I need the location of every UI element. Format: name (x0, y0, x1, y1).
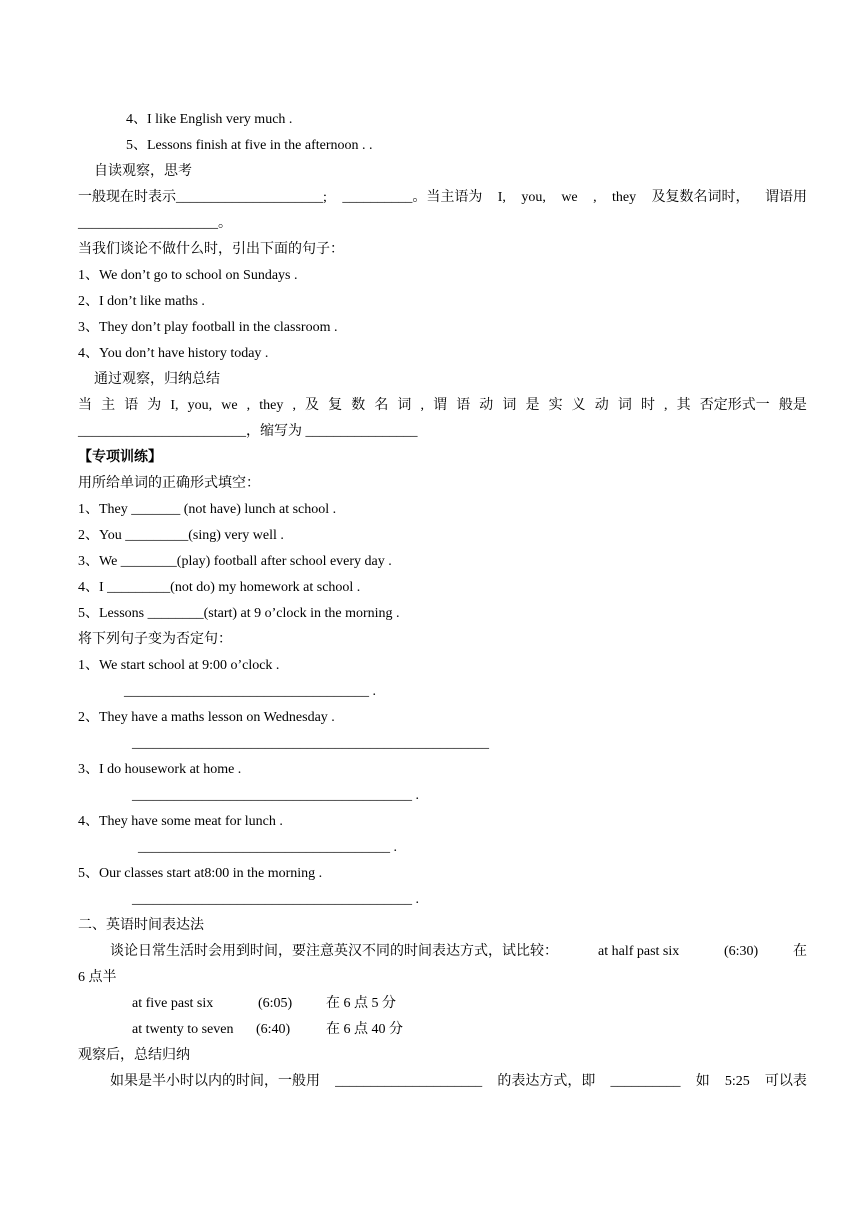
time-example-1-chinese-b: 6 点半 (78, 970, 117, 985)
section-heading-time: 二、英语时间表达法 (78, 918, 204, 933)
negative-item-4: 4、They have some meat for lunch . (78, 814, 283, 829)
time-summary-heading: 观察后，总结归纳 (78, 1048, 190, 1063)
negation-intro: 当我们谈论不做什么时，引出下面的句子： (78, 242, 344, 257)
paragraph-continuation: ____________________。 (78, 216, 232, 231)
time-example-2-clock: (6:05) (258, 996, 293, 1011)
negative-instruction: 将下列句子变为否定句： (78, 632, 232, 647)
negative-item-5: 5、Our classes start at8:00 in the morning . (78, 866, 323, 881)
fill-in-item-5: 5、Lessons ________(start) at 9 o’clock in the morning . (78, 606, 400, 621)
para-part-2: __________。当主语为 (342, 190, 483, 205)
fill-in-item-2: 2、You _________(sing) very well . (78, 528, 284, 543)
time-example-2-english: at five past six (132, 996, 214, 1011)
answer-blank-2: ___________________________________________________ (132, 736, 489, 751)
time-example-3-clock: (6:40) (256, 1022, 291, 1037)
summary-sentence: 当 主 语 为 I, you, we , they , 及 复 数 名 词 , 谓 语 动 词 是 实 义 动 词 时 , 其 否定形式一 般是 (78, 398, 807, 413)
present-tense-paragraph (78, 189, 807, 207)
time-example-1-clock: (6:30) (724, 944, 759, 959)
para-part-6: , (593, 190, 597, 205)
answer-blank-1: ___________________________________ . (124, 684, 376, 699)
negation-example-3: 3、They don’t play football in the classroom . (78, 320, 338, 335)
negative-item-1: 1、We start school at 9:00 o’clock . (78, 658, 280, 673)
negation-example-4: 4、You don’t have history today . (78, 346, 269, 361)
example-5: 5、Lessons finish at five in the afternoon . . (126, 138, 373, 153)
para-part-8: 及复数名词时， (651, 190, 750, 205)
fill-in-instruction: 用所给单词的正确形式填空： (78, 476, 260, 491)
time-example-2-chinese: 在 6 点 5 分 (326, 996, 396, 1011)
section-heading-observe: 自读观察，思考 (94, 164, 192, 179)
answer-blank-3: ________________________________________ . (132, 788, 419, 803)
summary-continuation: ________________________，缩写为 ________________ (78, 424, 418, 439)
para-part-9: 谓语用 (765, 190, 807, 205)
para-part-5: we (561, 190, 578, 205)
time-example-3-english: at twenty to seven (132, 1022, 234, 1037)
time-example-3-chinese: 在 6 点 40 分 (326, 1022, 403, 1037)
time-example-1-english: at half past six (598, 944, 680, 959)
fill-in-item-1: 1、They _______ (not have) lunch at school . (78, 502, 337, 517)
example-4: 4、I like English very much . (126, 112, 293, 127)
fill-in-item-3: 3、We ________(play) football after school every day . (78, 554, 392, 569)
time-intro: 谈论日常生活时会用到时间，要注意英汉不同的时间表达方式，试比较： (110, 944, 558, 959)
answer-blank-4: ____________________________________ . (138, 840, 397, 855)
time-example-1-chinese-a: 在 (793, 944, 807, 959)
negation-example-1: 1、We don’t go to school on Sundays . (78, 268, 298, 283)
negative-item-3: 3、I do housework at home . (78, 762, 242, 777)
para-part-1: 一般现在时表示_____________________; (78, 190, 327, 205)
para-part-4: you, (521, 190, 546, 205)
negation-example-2: 2、I don’t like maths . (78, 294, 205, 309)
fill-in-item-4: 4、I _________(not do) my homework at school . (78, 580, 361, 595)
negative-item-2: 2、They have a maths lesson on Wednesday . (78, 710, 335, 725)
para-part-3: I, (497, 190, 506, 205)
section-heading-training: 【专项训练】 (78, 450, 162, 465)
time-summary-sentence: 如果是半小时以内的时间，一般用 _____________________ 的表达方式，即 __________ 如 5:25 可以表 (110, 1074, 807, 1089)
para-part-7: they (612, 190, 637, 205)
answer-blank-5: ________________________________________ . (132, 892, 419, 907)
section-heading-summary: 通过观察，归纳总结 (94, 372, 220, 387)
